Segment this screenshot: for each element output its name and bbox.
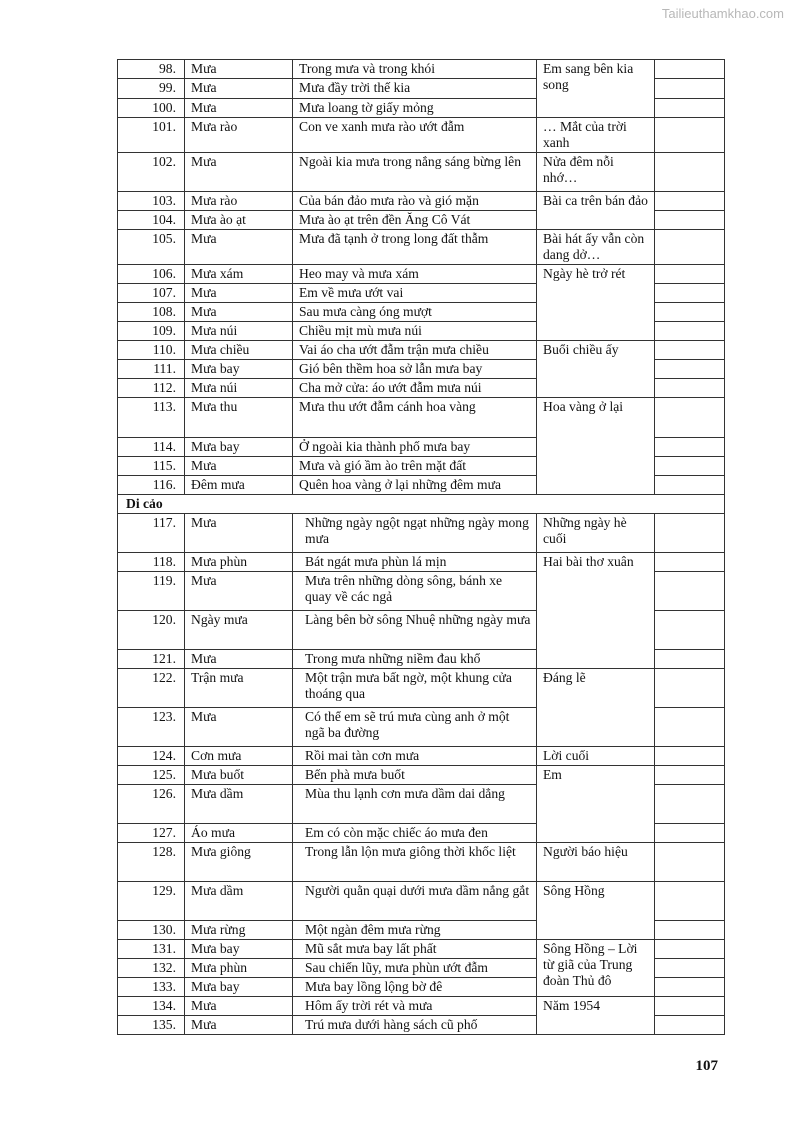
entry-number: 135. [118, 1016, 185, 1035]
entry-line: Mưa trên những dòng sông, bánh xe quay về các ngả [293, 572, 537, 611]
entry-word: Mưa [185, 99, 293, 118]
entry-word: Mưa [185, 1016, 293, 1035]
entry-word: Mưa [185, 60, 293, 79]
blank-cell [655, 766, 725, 785]
entry-word: Mưa [185, 153, 293, 192]
poem-title: Bài hát ấy vẫn còn dang dở… [537, 230, 655, 265]
blank-cell [655, 882, 725, 921]
entry-word: Mưa [185, 79, 293, 99]
blank-cell [655, 192, 725, 211]
entry-word: Mưa [185, 514, 293, 553]
table-row [118, 60, 725, 79]
entry-number: 131. [118, 940, 185, 959]
page-number: 107 [695, 1058, 718, 1074]
entry-word: Mưa [185, 572, 293, 611]
entry-line: Ở ngoài kia thành phố mưa bay [293, 438, 537, 457]
entry-number: 117. [118, 514, 185, 553]
poem-title: … Mắt của trời xanh [537, 118, 655, 153]
table-row [118, 747, 725, 766]
poem-index-table [117, 59, 725, 1035]
entry-line: Vai áo cha ướt đẫm trận mưa chiều [293, 341, 537, 360]
entry-number: 101. [118, 118, 185, 153]
blank-cell [655, 476, 725, 495]
entry-word: Mưa bay [185, 360, 293, 379]
entry-line: Chiều mịt mù mưa núi [293, 322, 537, 341]
entry-word: Mưa [185, 708, 293, 747]
entry-word: Mưa thu [185, 398, 293, 438]
entry-word: Mưa dầm [185, 785, 293, 824]
section-title: Di cảo [118, 495, 725, 514]
poem-title: Đáng lẽ [537, 669, 655, 747]
entry-number: 98. [118, 60, 185, 79]
blank-cell [655, 940, 725, 959]
blank-cell [655, 747, 725, 766]
blank-cell [655, 398, 725, 438]
table-row [118, 118, 725, 153]
blank-cell [655, 785, 725, 824]
table-row [118, 669, 725, 708]
entry-line: Mưa loang tờ giấy mỏng [293, 99, 537, 118]
entry-line: Một trận mưa bất ngờ, một khung cửa thoáng qua [293, 669, 537, 708]
entry-line: Rồi mai tàn cơn mưa [293, 747, 537, 766]
blank-cell [655, 60, 725, 79]
entry-word: Cơn mưa [185, 747, 293, 766]
entry-number: 111. [118, 360, 185, 379]
entry-word: Mưa bay [185, 438, 293, 457]
blank-cell [655, 438, 725, 457]
entry-number: 116. [118, 476, 185, 495]
entry-number: 105. [118, 230, 185, 265]
entry-word: Mưa bay [185, 940, 293, 959]
entry-number: 99. [118, 79, 185, 99]
entry-word: Mưa núi [185, 379, 293, 398]
entry-number: 108. [118, 303, 185, 322]
entry-number: 121. [118, 650, 185, 669]
blank-cell [655, 341, 725, 360]
entry-number: 107. [118, 284, 185, 303]
table-row [118, 843, 725, 882]
entry-word: Mưa [185, 997, 293, 1016]
entry-line: Có thể em sẽ trú mưa cùng anh ở một ngã ba đường [293, 708, 537, 747]
entry-word: Mưa rào [185, 192, 293, 211]
entry-line: Mưa thu ướt đẫm cánh hoa vàng [293, 398, 537, 438]
entry-line: Bát ngát mưa phùn lá mịn [293, 553, 537, 572]
entry-word: Mưa núi [185, 322, 293, 341]
blank-cell [655, 514, 725, 553]
blank-cell [655, 669, 725, 708]
entry-word: Mưa giông [185, 843, 293, 882]
poem-title: Năm 1954 [537, 997, 655, 1035]
entry-word: Mưa [185, 457, 293, 476]
entry-number: 123. [118, 708, 185, 747]
entry-word: Mưa xám [185, 265, 293, 284]
poem-title: Em [537, 766, 655, 843]
blank-cell [655, 611, 725, 650]
entry-line: Sau mưa càng óng mượt [293, 303, 537, 322]
entry-number: 113. [118, 398, 185, 438]
blank-cell [655, 843, 725, 882]
entry-word: Áo mưa [185, 824, 293, 843]
entry-word: Mưa phùn [185, 553, 293, 572]
entry-word: Mưa buốt [185, 766, 293, 785]
entry-line: Cha mở cửa: áo ướt đẫm mưa núi [293, 379, 537, 398]
entry-word: Mưa bay [185, 978, 293, 997]
entry-line: Mưa và gió ầm ào trên mặt đất [293, 457, 537, 476]
entry-line: Heo may và mưa xám [293, 265, 537, 284]
entry-line: Của bán đảo mưa rào và gió mặn [293, 192, 537, 211]
entry-line: Một ngàn đêm mưa rừng [293, 921, 537, 940]
entry-line: Mũ sắt mưa bay lất phất [293, 940, 537, 959]
blank-cell [655, 153, 725, 192]
entry-number: 133. [118, 978, 185, 997]
entry-word: Mưa phùn [185, 959, 293, 978]
poem-title: Hoa vàng ở lại [537, 398, 655, 495]
blank-cell [655, 118, 725, 153]
entry-number: 104. [118, 211, 185, 230]
entry-word: Đêm mưa [185, 476, 293, 495]
entry-line: Trong mưa và trong khói [293, 60, 537, 79]
section-header-row [118, 495, 725, 514]
entry-word: Ngày mưa [185, 611, 293, 650]
blank-cell [655, 572, 725, 611]
entry-number: 132. [118, 959, 185, 978]
entry-number: 119. [118, 572, 185, 611]
entry-word: Mưa [185, 650, 293, 669]
blank-cell [655, 978, 725, 997]
entry-line: Mưa đầy trời thế kia [293, 79, 537, 99]
table-row [118, 398, 725, 438]
entry-number: 112. [118, 379, 185, 398]
entry-word: Mưa chiều [185, 341, 293, 360]
entry-number: 127. [118, 824, 185, 843]
entry-line: Mùa thu lạnh cơn mưa dầm dai dẳng [293, 785, 537, 824]
entry-line: Mưa ào ạt trên đền Ăng Cô Vát [293, 211, 537, 230]
blank-cell [655, 360, 725, 379]
blank-cell [655, 284, 725, 303]
table-row [118, 940, 725, 959]
blank-cell [655, 824, 725, 843]
entry-number: 122. [118, 669, 185, 708]
entry-number: 128. [118, 843, 185, 882]
entry-word: Mưa [185, 284, 293, 303]
blank-cell [655, 99, 725, 118]
blank-cell [655, 303, 725, 322]
entry-word: Mưa [185, 303, 293, 322]
entry-line: Làng bên bờ sông Nhuệ những ngày mưa [293, 611, 537, 650]
table-row [118, 153, 725, 192]
blank-cell [655, 265, 725, 284]
entry-word: Mưa dầm [185, 882, 293, 921]
entry-number: 120. [118, 611, 185, 650]
poem-title: Ngày hè trở rét [537, 265, 655, 341]
table-row [118, 882, 725, 921]
entry-line: Gió bên thềm hoa sở lẫn mưa bay [293, 360, 537, 379]
blank-cell [655, 959, 725, 978]
entry-line: Mưa đã tạnh ở trong long đất thẫm [293, 230, 537, 265]
table-body [118, 60, 725, 1035]
entry-word: Mưa ào ạt [185, 211, 293, 230]
watermark: Tailieuthamkhao.com [661, 6, 784, 21]
entry-line: Em có còn mặc chiếc áo mưa đen [293, 824, 537, 843]
poem-title: Người báo hiệu [537, 843, 655, 882]
blank-cell [655, 211, 725, 230]
blank-cell [655, 379, 725, 398]
entry-number: 134. [118, 997, 185, 1016]
entry-word: Trận mưa [185, 669, 293, 708]
poem-title: Buổi chiều ấy [537, 341, 655, 398]
table-row [118, 341, 725, 360]
entry-line: Hôm ấy trời rét và mưa [293, 997, 537, 1016]
blank-cell [655, 553, 725, 572]
blank-cell [655, 1016, 725, 1035]
table-row [118, 192, 725, 211]
table-row [118, 766, 725, 785]
entry-number: 114. [118, 438, 185, 457]
poem-title: Sông Hồng [537, 882, 655, 940]
entry-number: 130. [118, 921, 185, 940]
entry-line: Người quằn quại dưới mưa dầm nắng gắt [293, 882, 537, 921]
entry-line: Bến phà mưa buốt [293, 766, 537, 785]
entry-line: Những ngày ngột ngạt những ngày mong mưa [293, 514, 537, 553]
blank-cell [655, 457, 725, 476]
poem-title: Sông Hồng – Lời từ giã của Trung đoàn Thủ đô [537, 940, 655, 997]
entry-number: 106. [118, 265, 185, 284]
blank-cell [655, 79, 725, 99]
table-row [118, 514, 725, 553]
poem-title: Những ngày hè cuối [537, 514, 655, 553]
poem-title: Lời cuối [537, 747, 655, 766]
entry-number: 129. [118, 882, 185, 921]
entry-line: Quên hoa vàng ở lại những đêm mưa [293, 476, 537, 495]
entry-line: Mưa bay lồng lộng bờ đê [293, 978, 537, 997]
entry-number: 103. [118, 192, 185, 211]
table-row [118, 265, 725, 284]
table-row [118, 997, 725, 1016]
poem-title: Nửa đêm nỗi nhớ… [537, 153, 655, 192]
entry-number: 126. [118, 785, 185, 824]
entry-line: Sau chiến lũy, mưa phùn ướt đẫm [293, 959, 537, 978]
poem-title: Hai bài thơ xuân [537, 553, 655, 669]
entry-word: Mưa rào [185, 118, 293, 153]
entry-line: Trong lẫn lộn mưa giông thời khốc liệt [293, 843, 537, 882]
entry-line: Trong mưa những niềm đau khổ [293, 650, 537, 669]
entry-line: Em về mưa ướt vai [293, 284, 537, 303]
entry-word: Mưa [185, 230, 293, 265]
entry-number: 110. [118, 341, 185, 360]
blank-cell [655, 921, 725, 940]
entry-number: 109. [118, 322, 185, 341]
entry-number: 115. [118, 457, 185, 476]
entry-number: 125. [118, 766, 185, 785]
table-row [118, 553, 725, 572]
entry-line: Ngoài kia mưa trong nắng sáng bừng lên [293, 153, 537, 192]
entry-word: Mưa rừng [185, 921, 293, 940]
entry-line: Con ve xanh mưa rào ướt đẫm [293, 118, 537, 153]
table-row [118, 230, 725, 265]
blank-cell [655, 650, 725, 669]
entry-number: 124. [118, 747, 185, 766]
poem-title: Bài ca trên bán đảo [537, 192, 655, 230]
blank-cell [655, 322, 725, 341]
blank-cell [655, 230, 725, 265]
entry-number: 100. [118, 99, 185, 118]
entry-number: 102. [118, 153, 185, 192]
blank-cell [655, 997, 725, 1016]
blank-cell [655, 708, 725, 747]
entry-number: 118. [118, 553, 185, 572]
entry-line: Trú mưa dưới hàng sách cũ phố [293, 1016, 537, 1035]
poem-title: Em sang bên kia song [537, 60, 655, 118]
